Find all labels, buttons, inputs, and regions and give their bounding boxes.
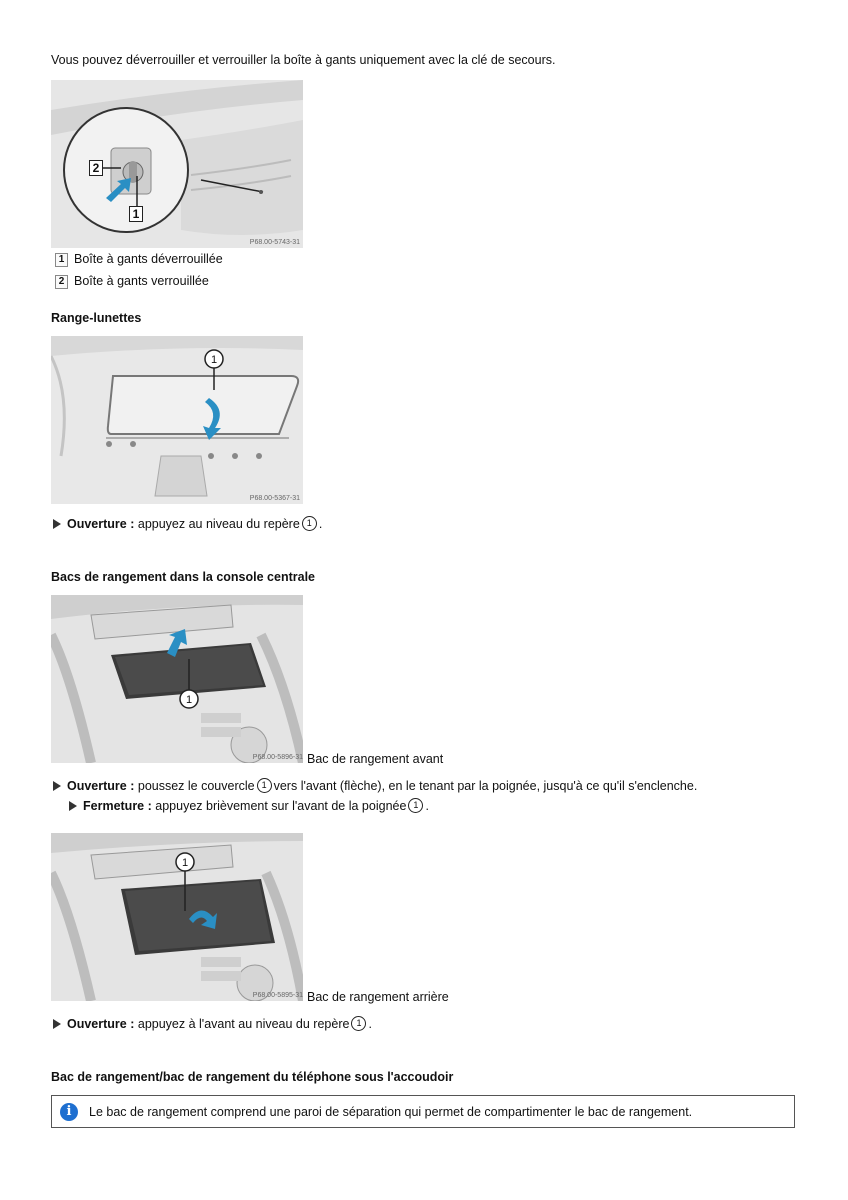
figure-ref: P68.00-5896-31	[252, 754, 303, 761]
figure-caption-rear: Bac de rangement arrière	[307, 990, 449, 1004]
figure-ref: P68.00-5367-31	[249, 495, 300, 502]
legend-item	[55, 273, 209, 289]
callout-1-icon: 1	[257, 778, 272, 793]
glasses-compartment-illustration	[51, 336, 303, 504]
front-storage-image	[51, 595, 303, 763]
instruction-label: Fermeture :	[83, 799, 152, 813]
instruction-glasses	[53, 516, 322, 532]
glovebox-lock-image	[51, 80, 303, 248]
instruction-open-rear	[53, 1016, 372, 1032]
callout-1: 1	[210, 354, 218, 366]
rear-storage-illustration	[51, 833, 303, 1001]
front-storage-illustration	[51, 595, 303, 763]
legend-label: Boîte à gants verrouillée	[74, 274, 209, 288]
rear-storage-image	[51, 833, 303, 1001]
instruction-label: Ouverture :	[67, 1017, 135, 1031]
instruction-label: Ouverture :	[67, 517, 135, 531]
instruction-open-front	[53, 778, 697, 794]
callout-2: 2	[89, 160, 103, 176]
instruction-end: .	[318, 517, 323, 531]
instruction-end: .	[368, 1017, 372, 1031]
instruction-text: appuyez à l'avant au niveau du repère	[137, 1017, 350, 1031]
callout-1: 1	[185, 694, 193, 706]
instruction-label: Ouverture :	[67, 779, 135, 793]
instruction-close-front	[69, 798, 429, 814]
instruction-text: vers l'avant (flèche), en le tenant par la poignée, jusqu'à ce qu'il s'enclenche.	[273, 779, 698, 793]
legend-item	[55, 251, 223, 267]
legend-label: Boîte à gants déverrouillée	[74, 252, 223, 266]
section-heading-console: Bacs de rangement dans la console centrale	[51, 570, 315, 584]
callout-1-icon: 1	[351, 1016, 366, 1031]
callout-1-icon: 1	[302, 516, 317, 531]
info-icon: i	[60, 1103, 78, 1121]
figure-ref: P68.00-5895-31	[252, 992, 303, 999]
callout-1: 1	[129, 206, 143, 222]
callout-1: 1	[181, 857, 189, 869]
figure-caption-front: Bac de rangement avant	[307, 752, 444, 766]
instruction-text: appuyez au niveau du repère	[137, 517, 300, 531]
callout-1-icon: 1	[408, 798, 423, 813]
section-heading-armrest: Bac de rangement/bac de rangement du téléphone sous l'accoudoir	[51, 1070, 454, 1084]
intro-text: Vous pouvez déverrouiller et verrouiller la boîte à gants uniquement avec la clé de secours.	[51, 53, 556, 67]
instruction-end: .	[425, 799, 429, 813]
figure-ref: P68.00-5743-31	[249, 239, 300, 246]
info-text: Le bac de rangement comprend une paroi de séparation qui permet de compartimenter le bac de rangement.	[89, 1105, 693, 1119]
arrow-icon	[53, 519, 61, 529]
legend-number: 2	[55, 275, 68, 289]
arrow-icon	[53, 781, 61, 791]
instruction-text: appuyez brièvement sur l'avant de la poignée	[155, 799, 407, 813]
glasses-compartment-image	[51, 336, 303, 504]
legend-number: 1	[55, 253, 68, 267]
arrow-icon	[69, 801, 77, 811]
section-heading-glasses: Range-lunettes	[51, 311, 142, 325]
info-box	[51, 1095, 795, 1128]
arrow-icon	[53, 1019, 61, 1029]
instruction-text: poussez le couvercle	[137, 779, 255, 793]
